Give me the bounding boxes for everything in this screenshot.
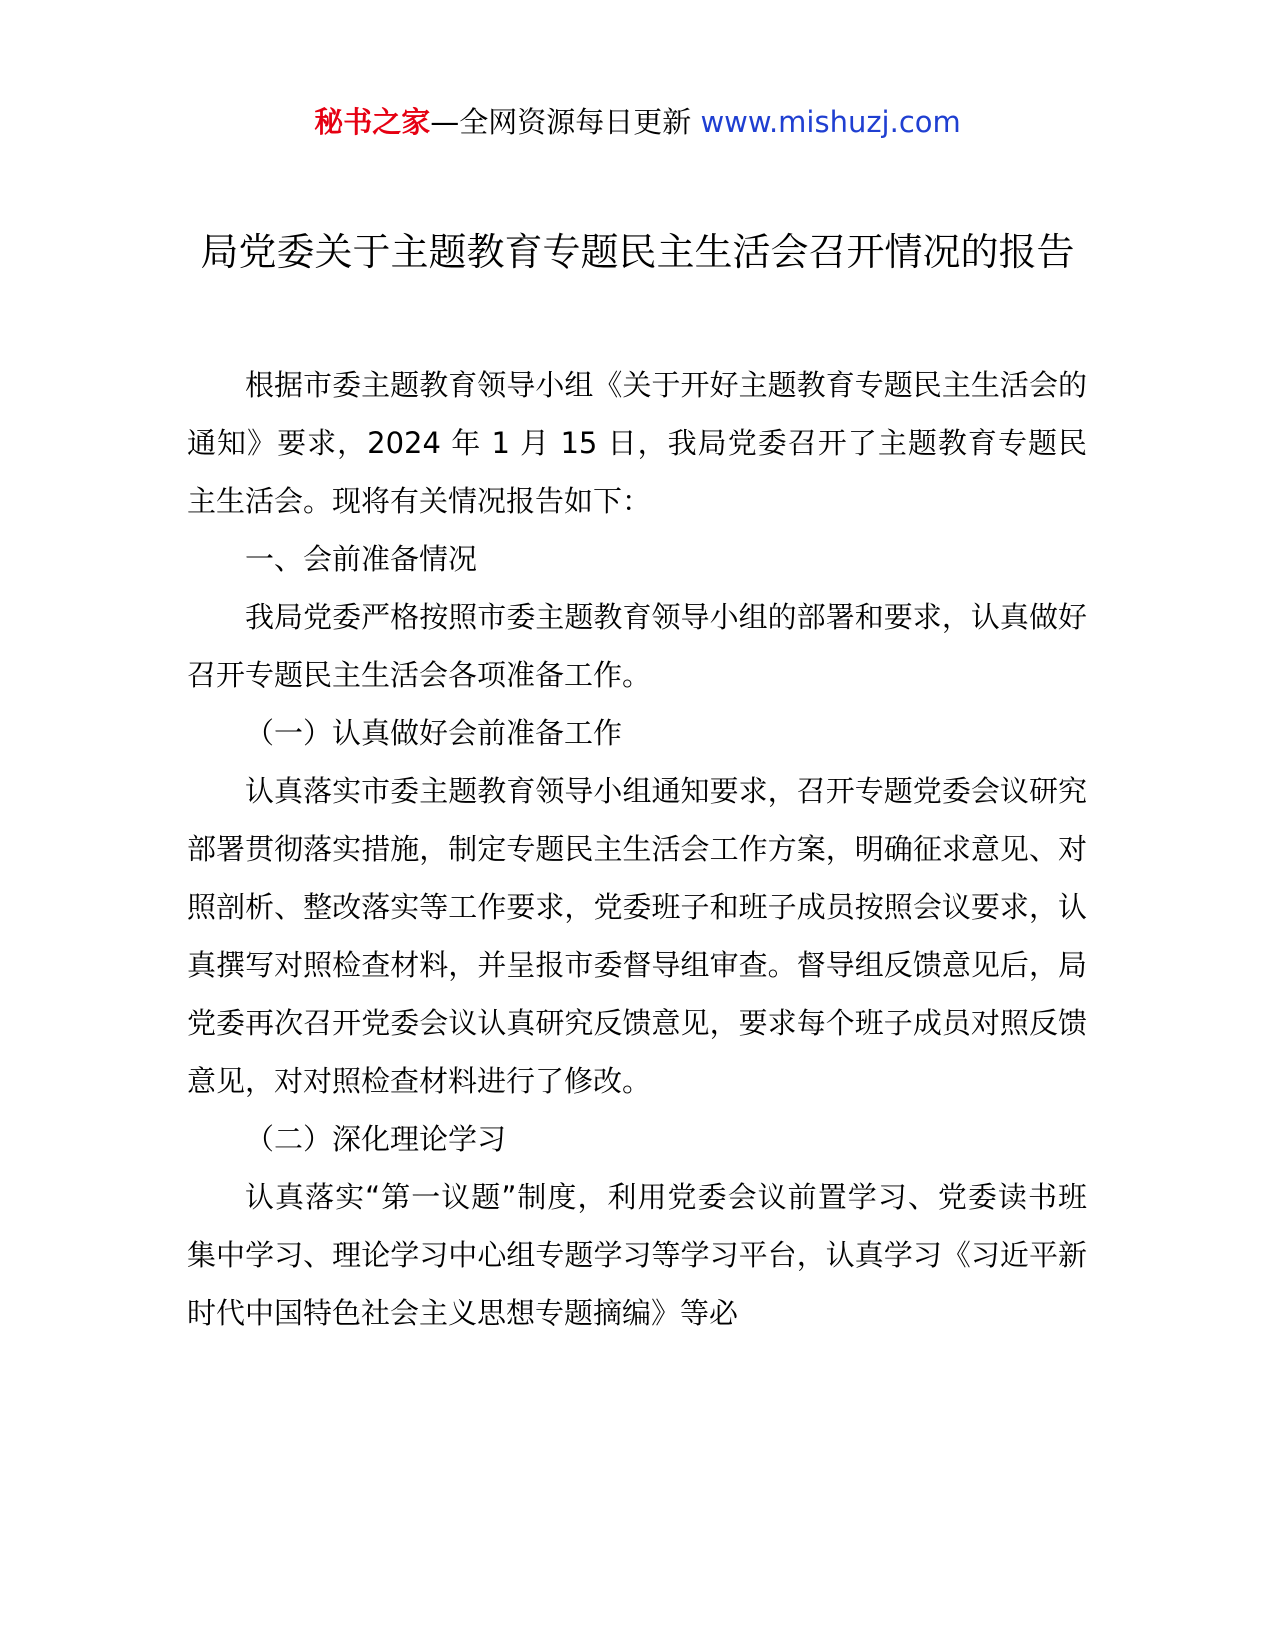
- brand-name: 秘书之家: [314, 105, 431, 139]
- section-heading-1: 一、会前准备情况: [245, 542, 478, 576]
- document-body: [187, 356, 1087, 1342]
- body-paragraph: 我局党委严格按照市委主题教育领导小组的部署和要求，认真做好召开专题民主生活会各项准备工作。: [187, 600, 1087, 692]
- site-header: [0, 102, 1275, 142]
- subsection-heading-1: （一）认真做好会前准备工作: [245, 716, 623, 750]
- subsection-heading-2: （二）深化理论学习: [245, 1122, 507, 1156]
- document-title: 局党委关于主题教育专题民主生活会召开情况的报告: [200, 230, 1075, 274]
- body-paragraph: 认真落实市委主题教育领导小组通知要求，召开专题党委会议研究部署贯彻落实措施，制定专题民主生活会工作方案，明确征求意见、对照剖析、整改落实等工作要求，党委班子和班子成员按照会议要求，认真撰写对照检查材料，并呈报市委督导组审查。督导组反馈意见后，局党委再次召开党委会议认真研究反馈意见，要求每个班子成员对照反馈意见，对对照检查材料进行了修改。: [187, 774, 1087, 1098]
- site-url-link[interactable]: www.mishuzj.com: [700, 105, 961, 139]
- header-slogan: —全网资源每日更新: [430, 105, 701, 139]
- body-paragraph: 认真落实“第一议题”制度，利用党委会议前置学习、党委读书班集中学习、理论学习中心组专题学习等学习平台，认真学习《习近平新时代中国特色社会主义思想专题摘编》等必: [187, 1180, 1087, 1330]
- intro-paragraph: 根据市委主题教育领导小组《关于开好主题教育专题民主生活会的通知》要求，2024 年 1 月 15 日，我局党委召开了主题教育专题民主生活会。现将有关情况报告如下：: [187, 368, 1087, 518]
